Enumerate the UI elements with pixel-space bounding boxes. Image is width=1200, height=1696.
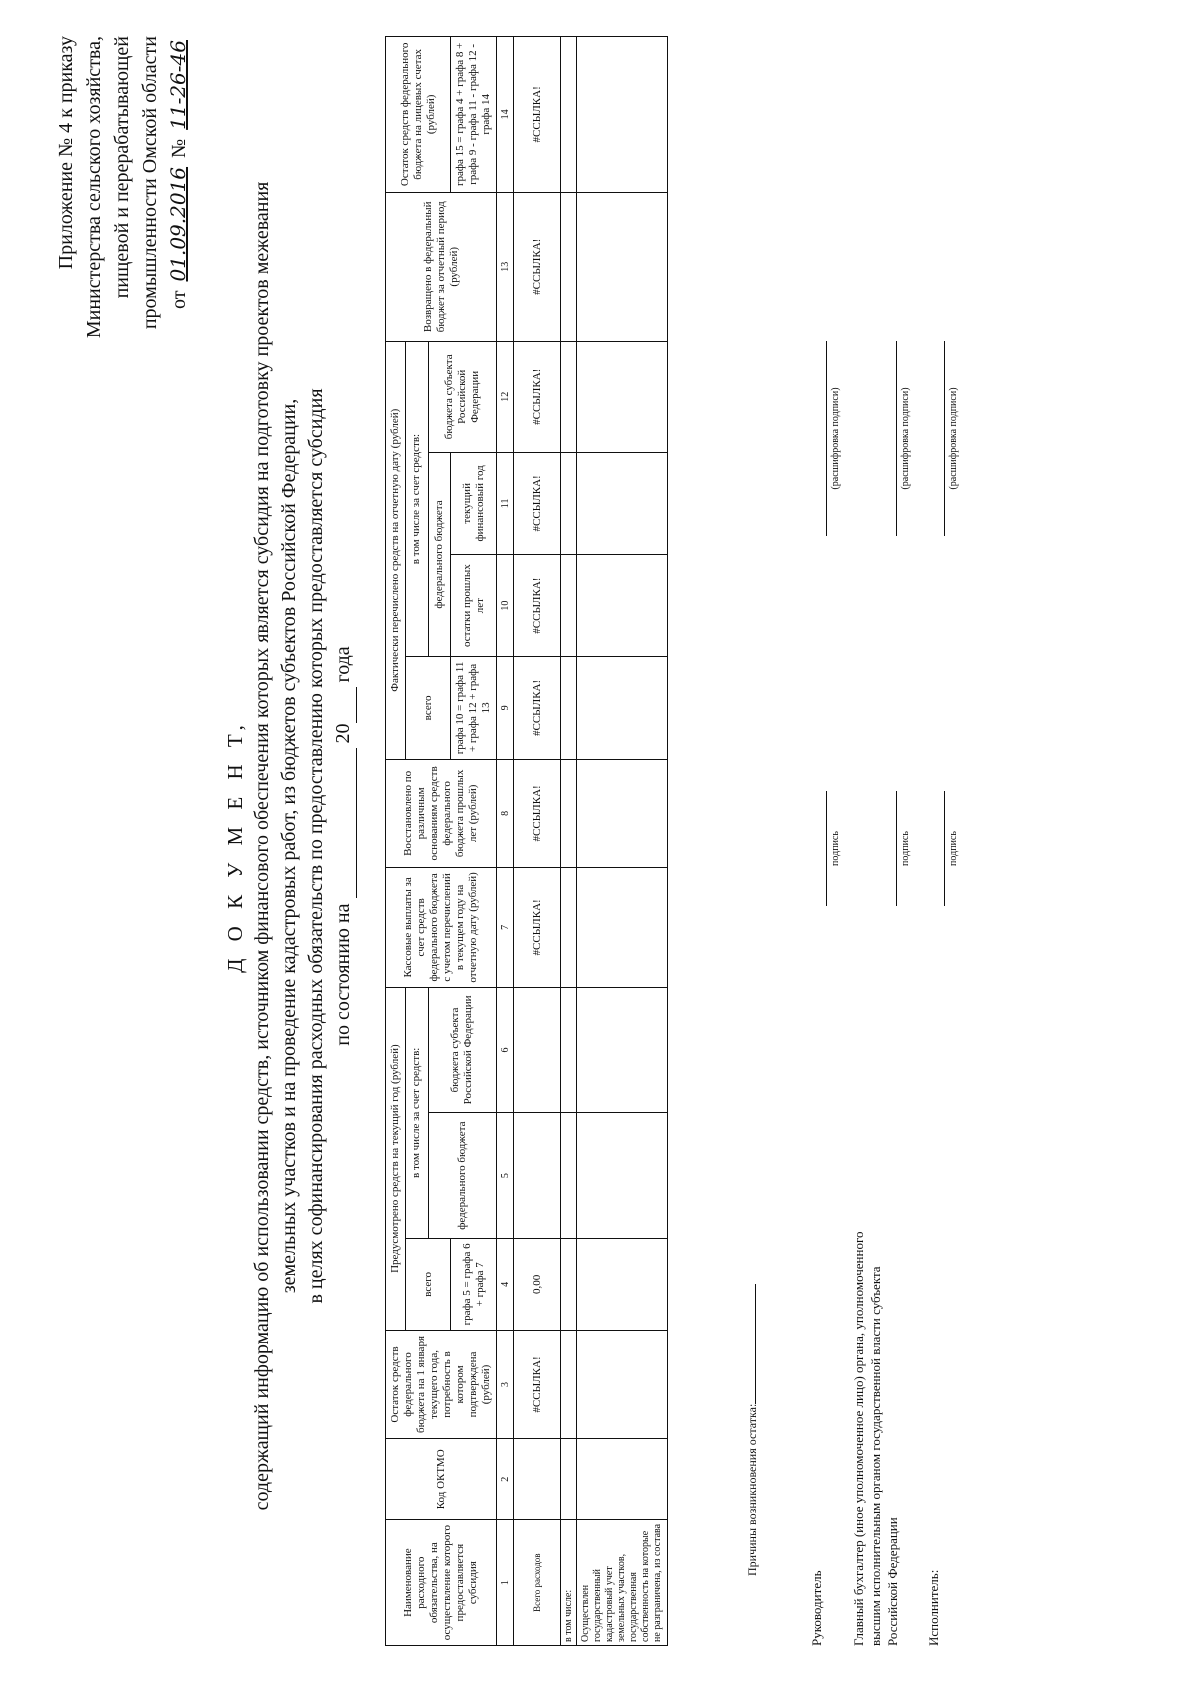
executor-decode-line: (расшифровка подписи) xyxy=(944,341,959,536)
header-restored: Восстановлено по различным основаниям средств федерального бюджета прошлых лет (рублей) xyxy=(386,759,497,868)
item-label: Осуществлен государственный кадастровый учет земельных участков, государственная собственность на которые не разграничена, из состава xyxy=(577,1520,668,1646)
head-label: Руководитель xyxy=(809,1570,824,1646)
reason-label: Причины возникновения остатка: xyxy=(745,1403,759,1576)
document-title: Д О К У М Е Н Т, xyxy=(223,719,247,973)
document-title-block xyxy=(222,156,357,1536)
total-cash: #ССЫЛКА! xyxy=(514,868,561,987)
including-row xyxy=(561,37,577,1646)
col-num: 3 xyxy=(497,1330,514,1439)
executor-signature-line: подпись xyxy=(944,791,959,906)
reason-line xyxy=(745,1284,760,1576)
title-date-line xyxy=(330,156,357,1536)
header-remain-start: Остаток средств федерального бюджета на 1 января текущего года, потребность в котором подтверждена (рублей) xyxy=(386,1330,497,1439)
annex-block xyxy=(52,36,193,456)
col-num: 11 xyxy=(497,452,514,554)
annex-line-2: Министерства сельского хозяйства, xyxy=(83,36,105,339)
total-label: Всего расходов xyxy=(514,1520,561,1646)
executor-label: Исполнитель: xyxy=(926,1569,941,1646)
total-restored: #ССЫЛКА! xyxy=(514,759,561,868)
header-oktmo: Код ОКТМО xyxy=(386,1439,497,1520)
col-num: 14 xyxy=(497,37,514,193)
total-actual-cur: #ССЫЛКА! xyxy=(514,452,561,554)
total-planned-subj xyxy=(514,987,561,1113)
annex-num-prefix: № xyxy=(168,138,190,158)
annex-line-4: промышленности Омской области xyxy=(139,36,161,330)
col-num: 9 xyxy=(497,657,514,759)
header-actual-formula: графа 10 = графа 11 + графа 12 + графа 13 xyxy=(451,657,497,759)
date-blank xyxy=(336,749,357,899)
header-remain-end: Остаток средств федерального бюджета на лицевых счетах (рублей) xyxy=(386,37,451,193)
accountant-decode-line: (расшифровка подписи) xyxy=(896,341,911,536)
header-actual: Фактически перечислено средств на отчетную дату (рублей) xyxy=(386,341,406,759)
header-planned-formula: графа 5 = графа 6 + графа 7 xyxy=(451,1239,497,1331)
annex-line-1: Приложение № 4 к приказу xyxy=(55,36,77,270)
total-row xyxy=(514,37,561,1646)
year-prefix: 20 xyxy=(332,723,354,744)
title-line-3: в целях софинансирования расходных обязательств по предоставлению которых предоставляется субсидия xyxy=(305,388,327,1304)
header-planned-incl: в том числе за счет средств: xyxy=(406,987,429,1238)
title-line-2: земельных участков и на проведение кадастровых работ, из бюджетов субъектов Российской Федерации, xyxy=(278,398,300,1294)
annex-line-3: пищевой и перерабатывающей xyxy=(111,36,133,299)
header-actual-fed: федерального бюджета xyxy=(428,452,451,657)
header-planned-fed: федерального бюджета xyxy=(428,1113,497,1239)
col-num: 8 xyxy=(497,759,514,868)
header-actual-prev: остатки прошлых лет xyxy=(451,555,497,657)
head-decode-line: (расшифровка подписи) xyxy=(826,341,841,536)
total-remain-start: #ССЫЛКА! xyxy=(514,1330,561,1439)
col-num: 5 xyxy=(497,1113,514,1239)
header-name: Наименование расходного обязательства, на осуществление которого предоставляется субсидия xyxy=(386,1520,497,1646)
header-remain-formula: графа 15 = графа 4 + графа 8 + графа 9 - графа 11 - графа 12 - графа 14 xyxy=(451,37,497,193)
head-signature-line: подпись xyxy=(826,791,841,906)
total-planned-fed xyxy=(514,1113,561,1239)
col-num: 4 xyxy=(497,1239,514,1331)
header-cash: Кассовые выплаты за счет средств федерального бюджета с учетом перечислений в текущем году на отчетную дату (рублей) xyxy=(386,868,497,987)
col-num: 7 xyxy=(497,868,514,987)
col-num: 6 xyxy=(497,987,514,1113)
total-actual: #ССЫЛКА! xyxy=(514,657,561,759)
as-of-label: по состоянию на xyxy=(332,903,354,1046)
header-returned: Возвращено в федеральный бюджет за отчетный период (рублей) xyxy=(386,192,497,341)
header-actual-cur: текущий финансовый год xyxy=(451,452,497,554)
accountant-label: Главный бухгалтер (иное уполномоченное лицо) органа, уполномоченного высшим исполнительным органом государственной власти субъекта Российской Федерации xyxy=(851,1231,900,1646)
total-planned: 0,00 xyxy=(514,1239,561,1331)
col-num: 2 xyxy=(497,1439,514,1520)
including-label: в том числе: xyxy=(561,1520,577,1646)
col-num: 10 xyxy=(497,555,514,657)
header-actual-subj: бюджета субъекта Российской Федерации xyxy=(428,341,497,452)
annex-date-handwritten: 01.09.2016 xyxy=(166,166,190,282)
accountant-signature-line: подпись xyxy=(896,791,911,906)
header-planned-total: всего xyxy=(406,1239,451,1331)
total-actual-prev: #ССЫЛКА! xyxy=(514,555,561,657)
annex-date-line xyxy=(164,36,193,456)
col-num: 1 xyxy=(497,1520,514,1646)
header-planned: Предусмотрено средств на текущий год (рублей) xyxy=(386,987,406,1330)
col-num: 12 xyxy=(497,341,514,452)
subsidy-report-table xyxy=(385,36,668,1646)
total-returned: #ССЫЛКА! xyxy=(514,192,561,341)
year-label: года xyxy=(332,646,354,683)
header-actual-total: всего xyxy=(406,657,451,759)
column-numbers-row xyxy=(497,37,514,1646)
total-actual-subj: #ССЫЛКА! xyxy=(514,341,561,452)
annex-number-handwritten: 11-26-46 xyxy=(166,40,190,130)
year-blank xyxy=(336,688,357,724)
total-remain-end: #ССЫЛКА! xyxy=(514,37,561,193)
header-planned-subj: бюджета субъекта Российской Федерации xyxy=(428,987,497,1113)
reason-blank xyxy=(755,1284,756,1404)
title-line-1: содержащий информацию об использовании средств, источником финансового обеспечения которых является субсидия на подготовку проектов межевания xyxy=(251,181,273,1511)
header-actual-incl: в том числе за счет средств: xyxy=(406,341,429,656)
col-num: 13 xyxy=(497,192,514,341)
annex-date-prefix: от xyxy=(168,290,190,309)
total-oktmo xyxy=(514,1439,561,1520)
item-row xyxy=(577,37,668,1646)
